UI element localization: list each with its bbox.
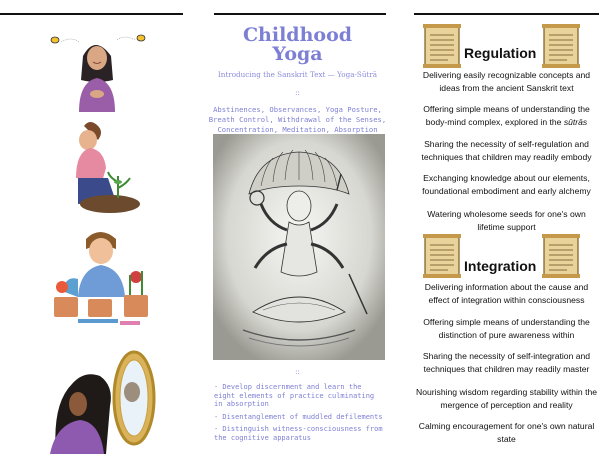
regulation-item: Sharing the necessity of self-regulation and techniques that children may readily embody [421, 139, 592, 162]
scroll-icon [422, 233, 462, 279]
scroll-icon [422, 23, 462, 69]
subtitle: Introducing the Sanskrit Text — Yoga-Sūtrā [217, 70, 378, 79]
title-line-1: Childhood [242, 24, 353, 46]
girl-planting-illustration [58, 118, 148, 218]
top-rule-middle [214, 13, 386, 15]
integration-item: Calming encouragement for one's own natural state [418, 421, 595, 444]
bullet-item: - Disentanglement of muddled defilements [214, 412, 383, 421]
eight-limbs-text: Abstinences, Observances, Yoga Posture, Breath Control, Withdrawal of the Senses, Concentration, Meditation, Absorption [208, 105, 387, 134]
separator-bottom: :: [295, 368, 300, 376]
top-rule-left [0, 13, 183, 15]
regulation-item: Exchanging knowledge about our elements, foundational embodiment and early alchemy [422, 173, 591, 196]
sutras-italic: sūtrās [563, 116, 588, 127]
integration-item: Offering simple means of understanding the distinction of pure awareness within [423, 317, 590, 340]
boy-garden-illustration [48, 225, 158, 335]
regulation-item: Watering wholesome seeds for one's own lifetime support [427, 209, 586, 232]
middle-panel [207, 18, 388, 135]
integration-item: Delivering information about the cause and effect of integration within consciousness [424, 282, 589, 305]
bullet-item: - Develop discernment and learn the eight elements of practice culminating in absorption [214, 383, 375, 409]
regulation-item: Offering simple means of understanding the body-mind complex, explored in the sūtrās [423, 104, 590, 127]
practice-bullets [214, 383, 386, 447]
separator-top: :: [295, 89, 300, 97]
title-line-2: Yoga [272, 43, 323, 65]
integration-item: Nourishing wisdom regarding stability within the mergence of perception and reality [415, 387, 598, 410]
regulation-heading: Regulation [464, 45, 537, 61]
integration-heading: Integration [464, 258, 537, 274]
regulation-item: Delivering easily recognizable concepts and ideas from the ancient Sanskrit text [422, 70, 591, 93]
bullet-item: - Distinguish witness-consciousness from the cognitive apparatus [214, 425, 383, 442]
scroll-icon [541, 233, 581, 279]
mirror-illustration [48, 344, 158, 454]
patanjali-engraving [213, 134, 385, 360]
integration-item: Sharing the necessity of self-integration and techniques that children may readily master [422, 351, 591, 374]
girl-bees-illustration [45, 28, 155, 112]
scroll-icon [541, 23, 581, 69]
top-rule-right [414, 13, 599, 15]
